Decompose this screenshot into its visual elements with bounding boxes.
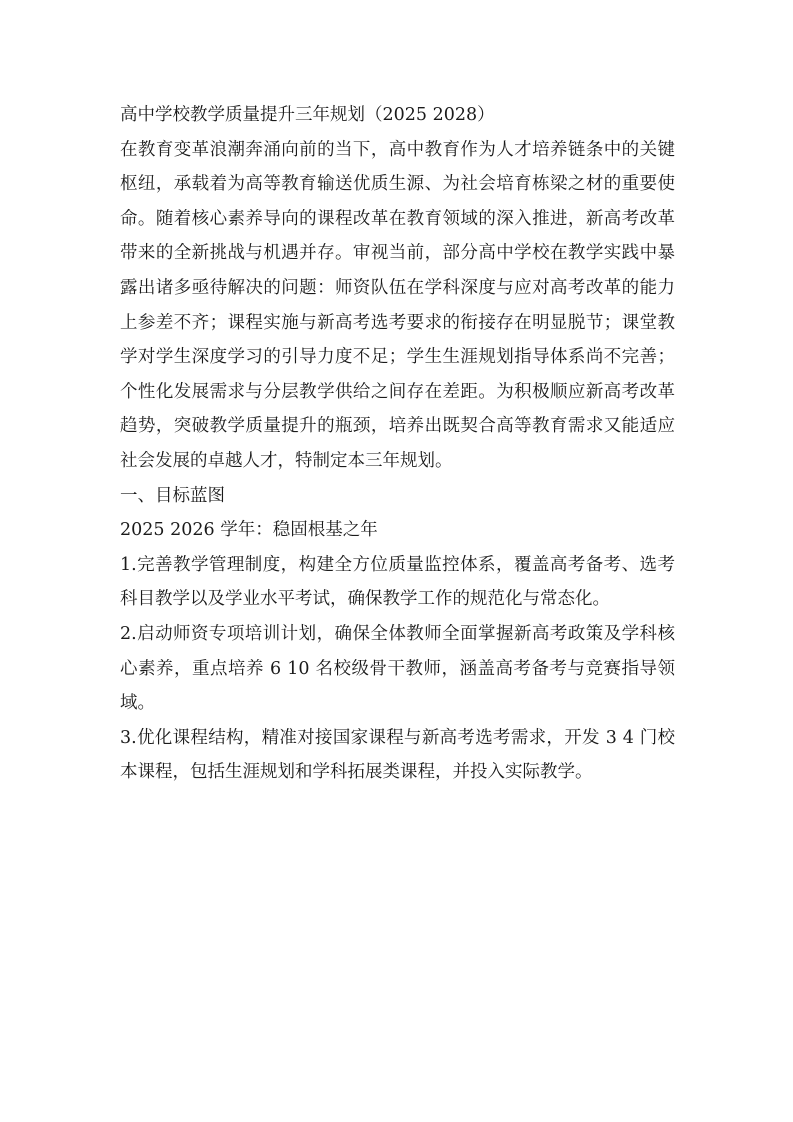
goal-item-2: 2.启动师资专项培训计划，确保全体教师全面掌握新高考政策及学科核心素养，重点培养 6 10 名校级骨干教师，涵盖高考备考与竞赛指导领域。 bbox=[120, 623, 675, 714]
year-heading: 2025 2026 学年：稳固根基之年 bbox=[120, 520, 378, 541]
intro-paragraph: 在教育变革浪潮奔涌向前的当下，高中教育作为人才培养链条中的关键枢纽，承载着为高等教育输送优质生源、为社会培育栋梁之材的重要使命。随着核心素养导向的课程改革在教育领域的深入推进，新高考改革带来的全新挑战与机遇并存。审视当前，部分高中学校在教学实践中暴露出诸多亟待解决的问题：师资队伍在学科深度与应对高考改革的能力上参差不齐；课程实施与新高考选考要求的衔接存在明显脱节；课堂教学对学生深度学习的引导力度不足；学生生涯规划指导体系尚不完善；个性化发展需求与分层教学供给之间存在差距。为积极顺应新高考改革趋势，突破教学质量提升的瓶颈，培养出既契合高等教育需求又能适应社会发展的卓越人才，特制定本三年规划。 bbox=[120, 139, 675, 471]
goal-item-1: 1.完善教学管理制度，构建全方位质量监控体系，覆盖高考备考、选考科目教学以及学业水平考试，确保教学工作的规范化与常态化。 bbox=[120, 554, 675, 610]
section-heading-goals: 一、目标蓝图 bbox=[120, 485, 225, 506]
goal-item-3: 3.优化课程结构，精准对接国家课程与新高考选考需求，开发 3 4 门校本课程，包括生涯规划和学科拓展类课程，并投入实际教学。 bbox=[120, 727, 675, 783]
document-body bbox=[120, 98, 675, 790]
document-title: 高中学校教学质量提升三年规划（2025 2028） bbox=[120, 105, 495, 125]
